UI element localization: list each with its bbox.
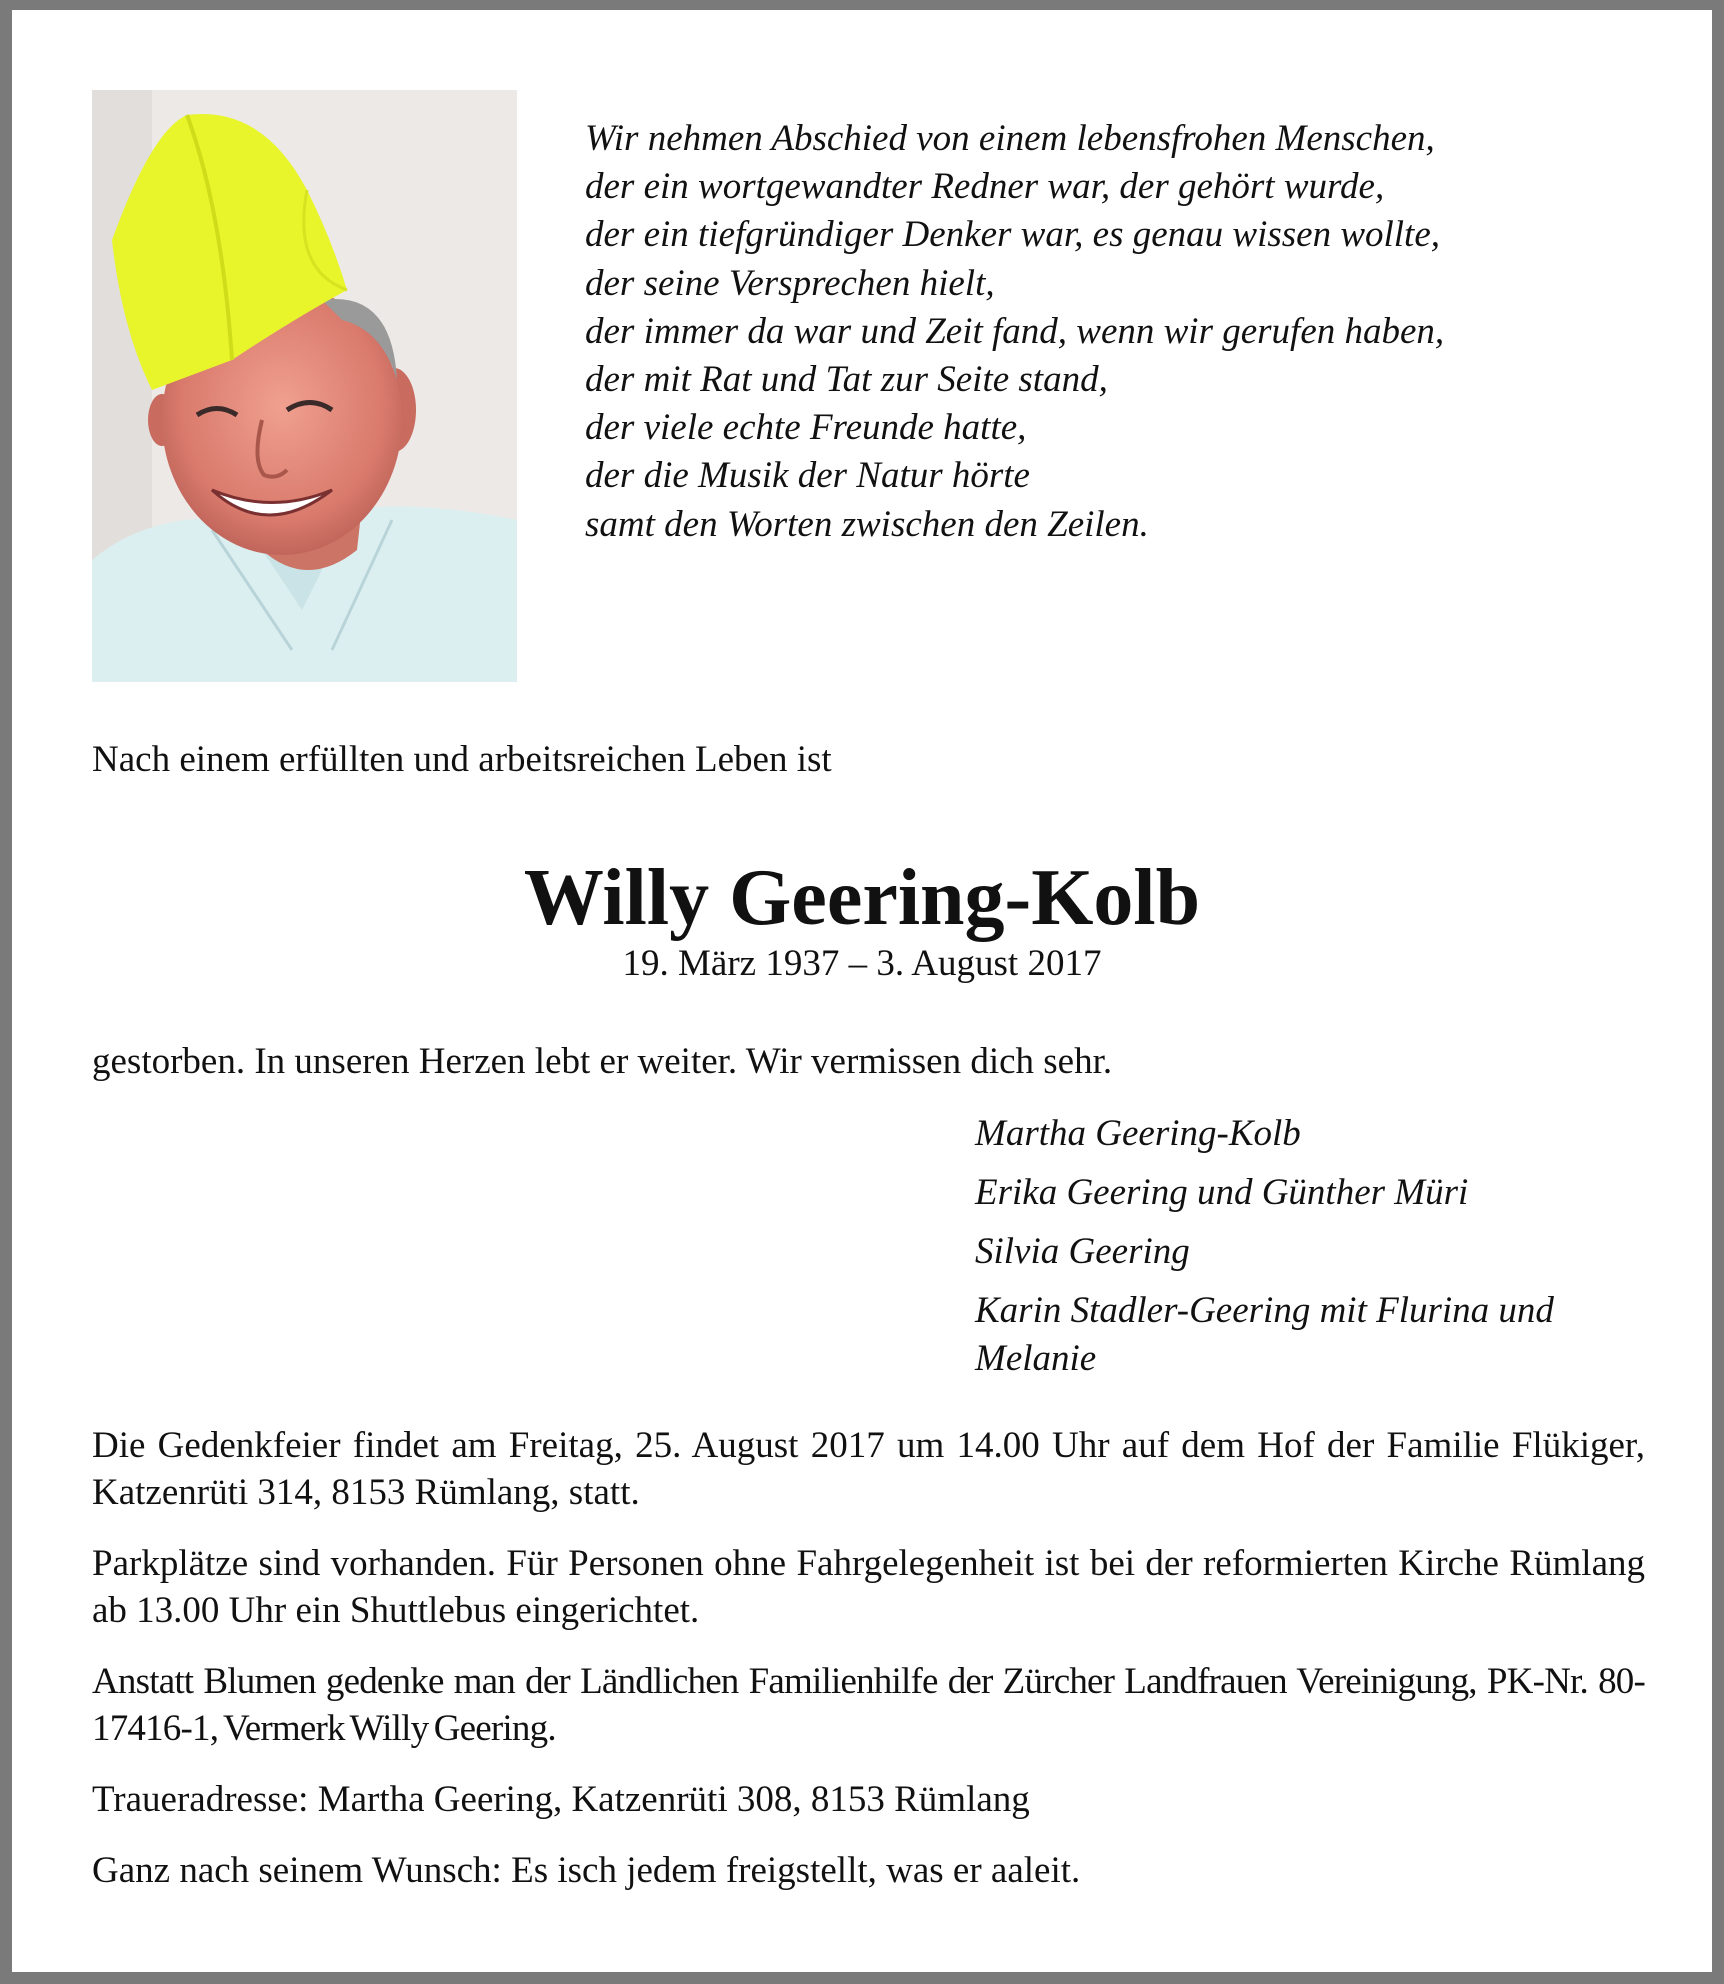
poem-line: der ein tiefgründiger Denker war, es genau wissen wollte, [585, 214, 1441, 256]
poem-line: der immer da war und Zeit fand, wenn wir gerufen haben, [585, 310, 1445, 352]
poem-line: Wir nehmen Abschied von einem lebensfrohen Menschen, [585, 118, 1435, 159]
wish-paragraph: Ganz nach seinem Wunsch: Es isch jedem freigstellt, was er aaleit. [92, 1850, 1081, 1891]
parking-paragraph: Parkplätze sind vorhanden. Für Personen ohne Fahrgelegenheit ist bei der reformierten Kirche Rümlang ab 13.00 Uhr ein Shuttlebus eingerichtet. [92, 1543, 1645, 1631]
donation-paragraph: Anstatt Blumen gedenke man der Ländlichen Familienhilfe der Zürcher Landfrauen Vereinigung, PK-Nr. 80-17416-1, Vermerk Willy Geering. [92, 1661, 1645, 1749]
intro-text: Nach einem erfüllten und arbeitsreichen Leben ist [92, 739, 832, 780]
died-text: gestorben. In unseren Herzen lebt er weiter. Wir vermissen dich sehr. [92, 1041, 1113, 1082]
mourner-name: Erika Geering und Günther Müri [975, 1172, 1469, 1213]
poem-line: der seine Versprechen hielt, [585, 262, 995, 304]
poem-line: der viele echte Freunde hatte, [585, 407, 1027, 449]
poem-line: der ein wortgewandter Redner war, der gehört wurde, [585, 166, 1385, 208]
ceremony-info [92, 1422, 1645, 1918]
portrait-photo [92, 90, 517, 682]
life-dates: 19. März 1937 – 3. August 2017 [622, 943, 1102, 984]
memorial-poem [585, 115, 1645, 549]
ceremony-paragraph: Die Gedenkfeier findet am Freitag, 25. August 2017 um 14.00 Uhr auf dem Hof der Familie Flükiger, Katzenrüti 314, 8153 Rümlang, statt. [92, 1425, 1645, 1513]
mourner-name: Silvia Geering [975, 1231, 1190, 1272]
address-paragraph: Traueradresse: Martha Geering, Katzenrüti 308, 8153 Rümlang [92, 1779, 1030, 1820]
obituary-page [12, 10, 1712, 1972]
mourners-list [975, 1110, 1655, 1383]
mourner-name: Karin Stadler-Geering mit Flurina und Melanie [975, 1290, 1554, 1379]
mourner-name: Martha Geering-Kolb [975, 1113, 1301, 1154]
deceased-name: Willy Geering-Kolb [523, 854, 1201, 942]
poem-line: der die Musik der Natur hörte [585, 455, 1030, 497]
poem-line: der mit Rat und Tat zur Seite stand, [585, 359, 1108, 401]
poem-line: samt den Worten zwischen den Zeilen. [585, 503, 1149, 545]
